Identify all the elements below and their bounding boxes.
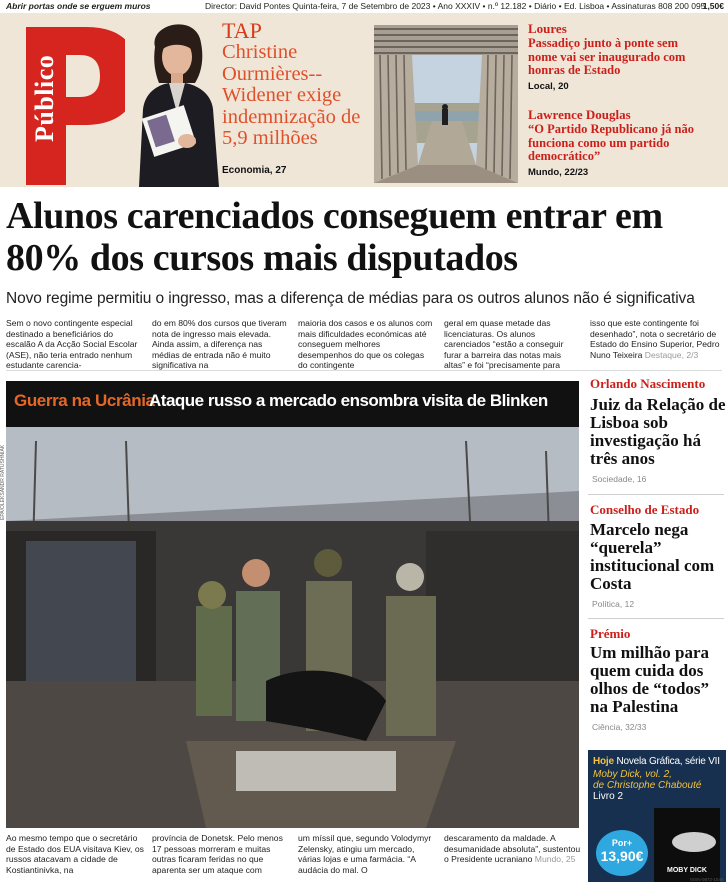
divider [588,494,724,495]
logo-wordmark: Público [30,54,59,142]
photo-credit: EPA/OLEKSANDR RATUSHNIAK [0,444,6,520]
teaser-2-tag: Lawrence Douglas [528,107,631,122]
tap-tag: TAP [222,18,262,43]
lead-column-5 [590,318,728,360]
war-ref[interactable]: Mundo, 25 [534,854,576,864]
issn: ISSN-0872-1548 [690,877,724,882]
promo-hoje: Hoje [593,756,614,767]
war-column-2: província de Donetsk. Pelo menos 17 pessoas morreram e muitas outras ficaram feridas no que aparenta ser um ataque com [152,833,283,875]
teaser-1-headline[interactable]: Passadiço junto à ponte sem nome vai ser inaugurado com honras de Estado [528,36,686,77]
war-column-4-text: descaramento da maldade. A desumanidade absoluta”, sustentou o Presidente ucraniano [444,833,581,864]
teaser-2-headline[interactable]: “O Partido Republicano já não funciona como um partido democrático” [528,122,694,163]
book-cover [654,808,720,882]
promo-price-badge [596,830,648,876]
teaser-1-section: Local, 20 [528,81,569,92]
rc-3-tag: Prémio [590,626,631,641]
tap-portrait-photo[interactable] [125,13,225,187]
header-band [0,13,728,187]
war-column-1: Ao mesmo tempo que o secretário de Estado dos EUA visitava Kiev, os russos atacavam a cidade de Kostiantinivka, na [6,833,144,875]
whale-illustration [654,808,720,868]
masthead-meta: Director: David Pontes Quinta-feira, 7 de Setembro de 2023 • Ano XXXIV • n.º 12.182 • Diário • Ed. Lisboa • Assinaturas 808 200 095 [205,1,706,11]
lead-ref[interactable]: Destaque, 2/3 [644,349,699,360]
tap-headline[interactable]: Christine Ourmières--Widener exige indemnização de 5,9 milhões [222,41,361,149]
divider [6,370,722,371]
lead-column-2: do em 80% dos cursos que tiveram nota de ingresso mais elevada. Ainda assim, a diferença nas médias de entrada não é muito significativa na [152,318,287,370]
lead-column-3: maioria dos casos e os alunos com mais dificuldades económicas até conseguem melhores desempenhos do que os colegas do contingente [298,318,433,370]
rc-3-section: Ciência, 32/33 [592,722,647,732]
promo-series: Novela Gráfica, série VII [616,756,720,767]
promo-price-value: 13,90€ [600,848,644,864]
rc-1-headline[interactable]: Juiz da Relação de Lisboa sob investigação há três anos [590,395,726,468]
war-tag: Guerra na Ucrânia [14,391,155,410]
promo-book-number: Livro 2 [593,791,624,802]
war-column-4 [444,833,584,865]
graphic-novel-promo[interactable] [588,750,726,882]
market-attack-photo[interactable] [6,381,579,828]
war-headline[interactable]: Ataque russo a mercado ensombra visita de Blinken [149,391,548,410]
tap-section-ref: Economia, 27 [222,165,287,176]
war-column-3: um míssil que, segundo Volodymyr Zelensky, atingiu um mercado, várias lojas e uma farmácia. “A audácia do mal. O [298,833,432,875]
teaser-2-section: Mundo, 22/23 [528,167,589,178]
promo-title-line2: de Christophe Chabouté [593,780,702,791]
rc-1-tag: Orlando Nascimento [590,376,706,391]
rc-2-tag: Conselho de Estado [590,502,700,517]
lead-column-5-text: isso que este contingente foi desenhado”, nota o secretário de Estado do Ensino Superior, Pedro Nuno Teixeira [590,318,720,360]
divider [588,618,724,619]
lead-subhead: Novo regime permitiu o ingresso, mas a diferença de médias para os outros alunos não é significativa [6,290,695,307]
lead-column-1: Sem o novo contingente especial destinado a beneficiários do escalão A da Acção Social Escolar (ASE), não teria entrado nenhum estudante carencia- [6,318,138,370]
lead-headline[interactable]: Alunos carenciados conseguem entrar em 80% dos cursos mais disputados [6,195,663,279]
cover-price: 1,50€ [702,1,724,11]
promo-series-line [593,756,720,767]
teaser-1-tag: Loures [528,21,567,36]
rc-2-headline[interactable]: Marcelo nega “querela” institucional com Costa [590,520,715,593]
promo-price-label: Por+ [611,838,633,848]
rc-1-section: Sociedade, 16 [592,474,647,484]
lead-column-4: geral em quase metade das licenciaturas. Os alunos carenciados “estão a conseguir furar a barreira das notas mais altas” e foi “precisamente para [444,318,564,370]
boardwalk-photo[interactable] [374,25,518,183]
top-strip [0,0,728,13]
promo-title-line1: Moby Dick, vol. 2, [593,769,672,780]
rc-2-section: Política, 12 [592,599,635,609]
masthead-tagline: Abrir portas onde se erguem muros [6,1,151,11]
rc-3-headline[interactable]: Um milhão para quem cuida dos olhos de “todos” na Palestina [590,643,710,716]
book-cover-title: MOBY DICK [667,867,707,874]
